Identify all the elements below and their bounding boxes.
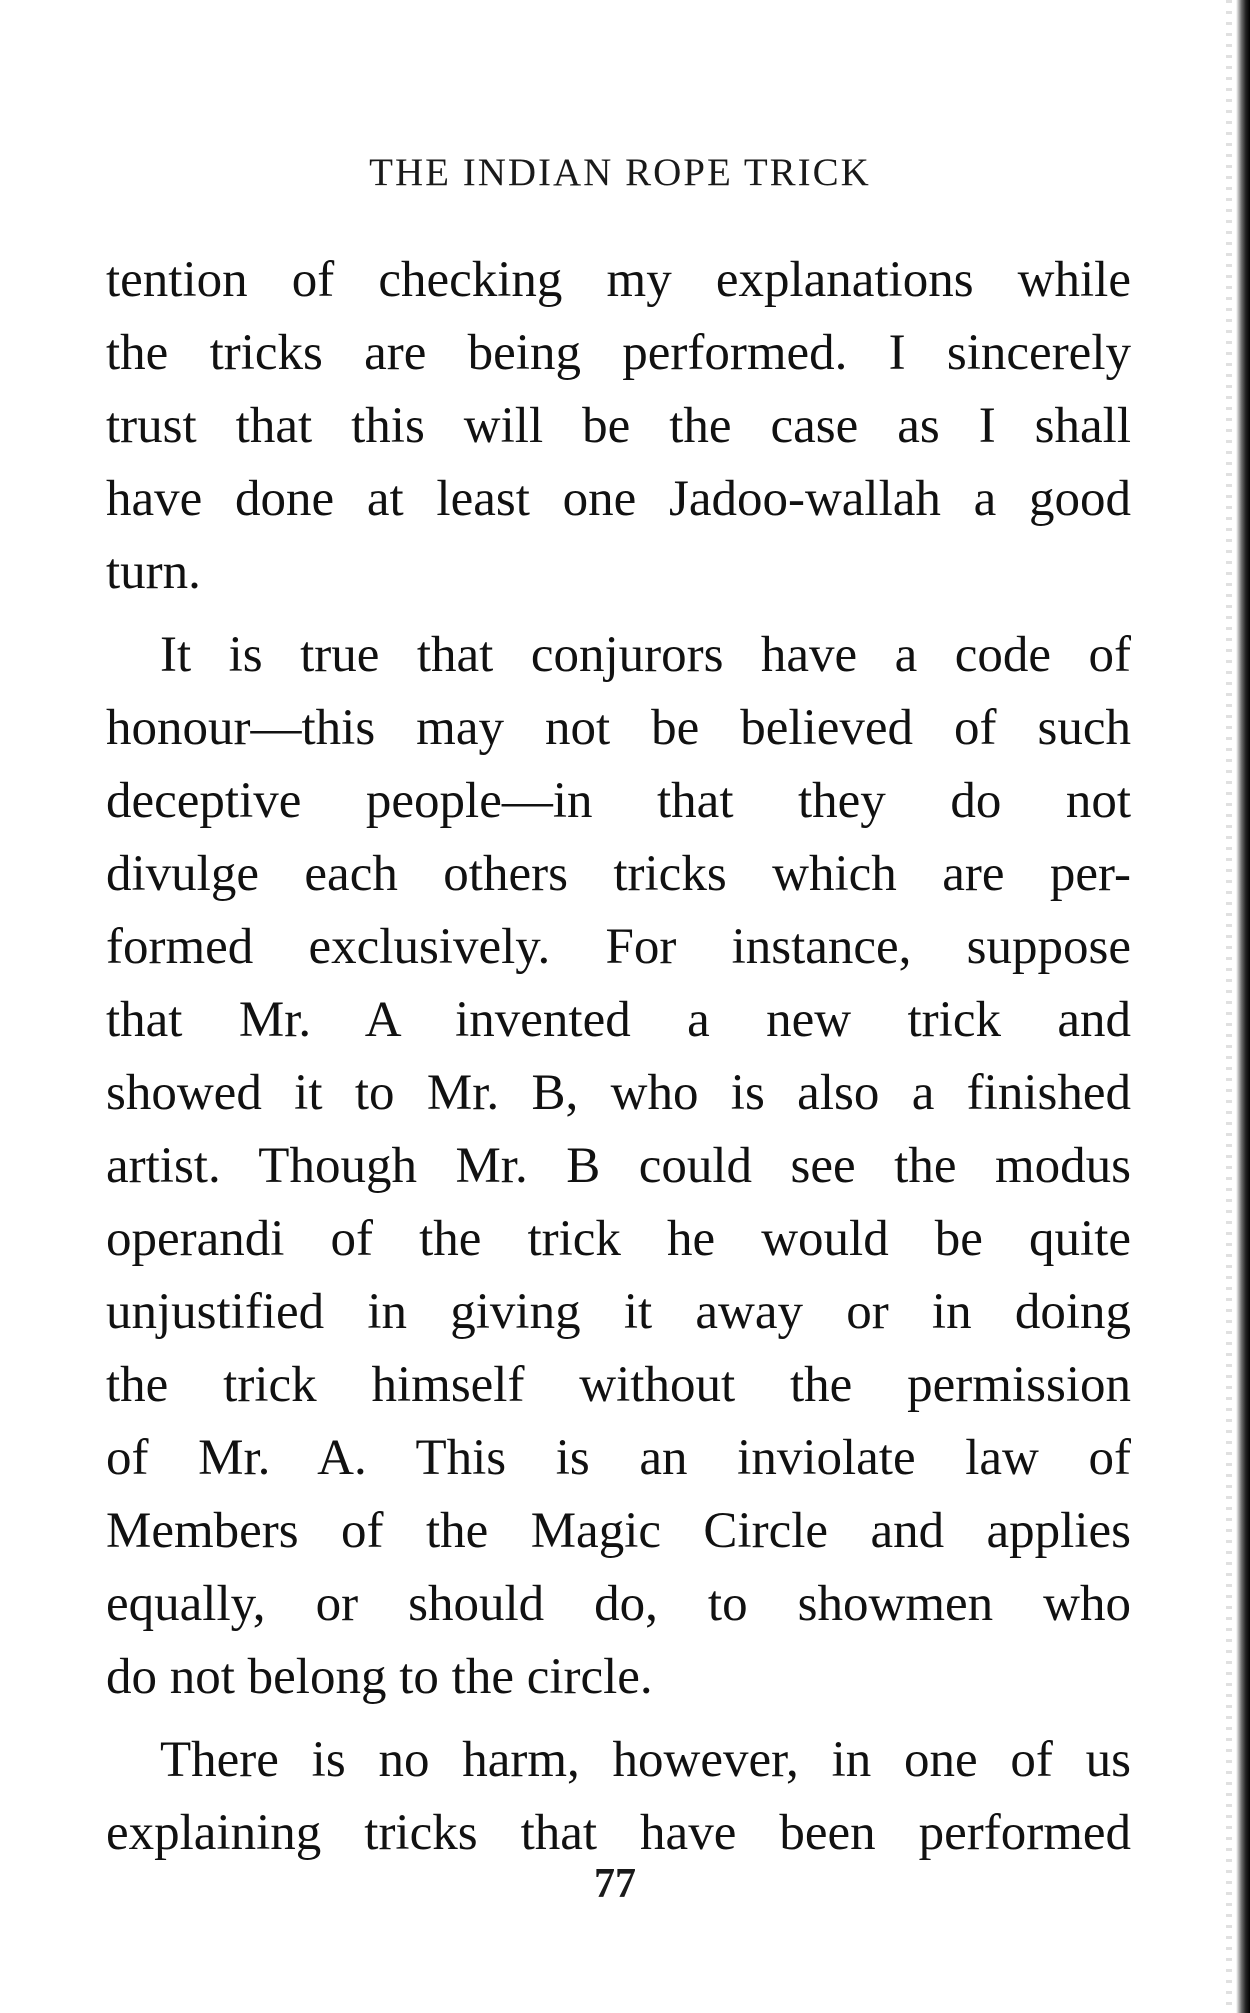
text-line: explaining tricks that have been performed: [106, 1805, 1131, 1861]
page-number: 77: [594, 1861, 636, 1907]
text-line: the trick himself without the permission: [106, 1357, 1131, 1413]
text-line: the tricks are being performed. I sincerely: [106, 325, 1131, 381]
text-line: trust that this will be the case as I shall: [106, 398, 1131, 454]
paragraph-gap: [106, 609, 1131, 619]
text-line: tention of checking my explanations while: [106, 252, 1131, 308]
text-line: do not belong to the circle.: [106, 1649, 653, 1705]
text-line: formed exclusively. For instance, suppose: [106, 919, 1131, 975]
text-line: It is true that conjurors have a code of: [160, 627, 1131, 683]
scan-page-edge: [1236, 0, 1250, 2013]
text-line: of Mr. A. This is an inviolate law of: [106, 1430, 1131, 1486]
paragraph-gap: [106, 1714, 1131, 1724]
text-line: showed it to Mr. B, who is also a finished: [106, 1065, 1131, 1121]
text-line: equally, or should do, to showmen who: [106, 1576, 1131, 1632]
text-line: unjustified in giving it away or in doing: [106, 1284, 1131, 1340]
text-line: turn.: [106, 544, 201, 600]
scan-edge-noise: [1226, 0, 1232, 2013]
text-line: deceptive people—in that they do not: [106, 773, 1131, 829]
text-line: honour—this may not be believed of such: [106, 700, 1131, 756]
text-line: have done at least one Jadoo-wallah a good: [106, 471, 1131, 527]
text-line: Members of the Magic Circle and applies: [106, 1503, 1131, 1559]
text-line: There is no harm, however, in one of us: [160, 1732, 1131, 1788]
running-head: THE INDIAN ROPE TRICK: [369, 151, 871, 194]
body-text: [106, 244, 1131, 1870]
text-line: artist. Though Mr. B could see the modus: [106, 1138, 1131, 1194]
text-line: that Mr. A invented a new trick and: [106, 992, 1131, 1048]
text-line: divulge each others tricks which are per-: [106, 846, 1131, 902]
text-line: operandi of the trick he would be quite: [106, 1211, 1131, 1267]
